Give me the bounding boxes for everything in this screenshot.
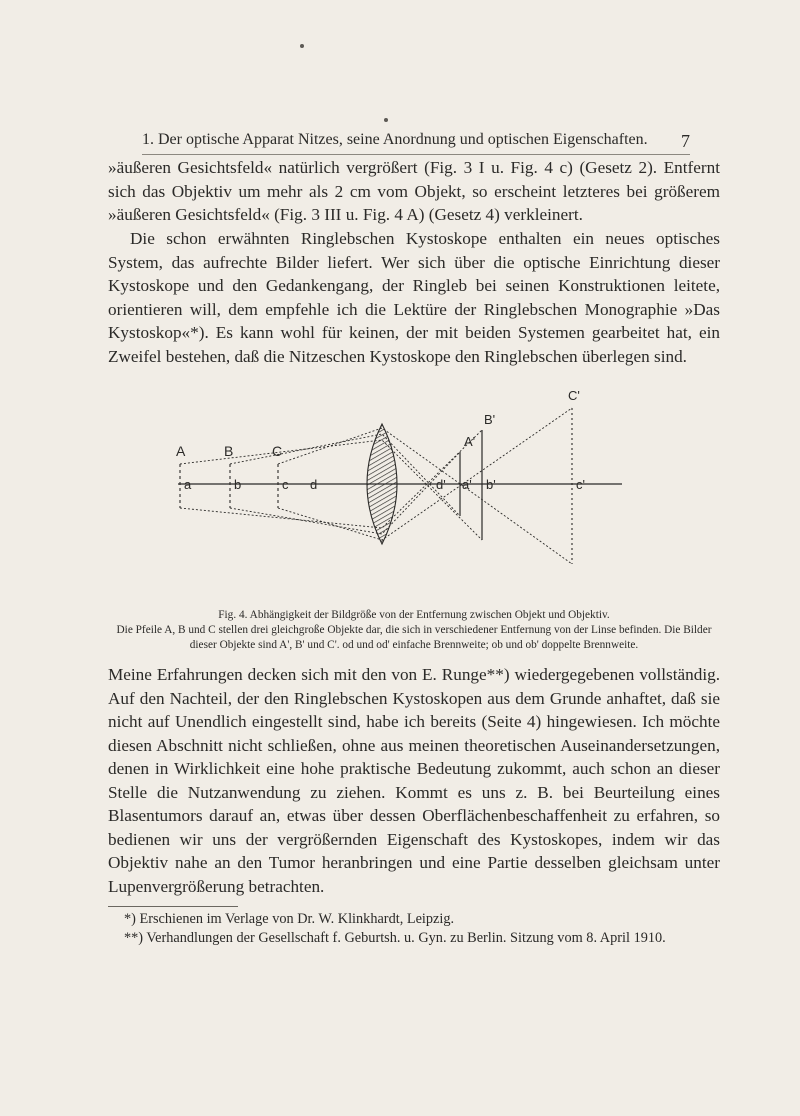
paragraph-3: Meine Erfahrungen decken sich mit den von E. Runge**) wiedergegebenen vollständig. Auf den Nachteil, der den Ringlebschen Kystoskopen aus dem Grunde anhaftet, daß sie nicht auf Unendlich eingestellt sind, habe ich bereits (Seite 4) hingewiesen. Ich möchte diesen Abschnitt nicht schließen, ohne aus meinen theoretischen Auseinandersetzungen, denen in Wirklichkeit eine hohe praktische Bedeutung zukommt, auch schon an dieser Stelle die Nutzanwendung zu ziehen. Kommt es uns z. B. bei Beurteilung eines Blasentumors darauf an, etwas über dessen Oberflächenbeschaffenheit zu erfahren, so bedienen wir uns der vergrößernden Eigenschaft des Kystoskopes, indem wir das Objektiv nahe an den Tumor heranbringen und eine Partie desselben gleichsam unter Lupenvergrößerung betrachten. bbox=[108, 665, 720, 896]
label-A: A bbox=[176, 443, 186, 459]
label-b: b bbox=[234, 477, 242, 492]
label-b-prime: b' bbox=[486, 477, 496, 492]
label-C: C bbox=[272, 443, 283, 459]
label-C-prime: C' bbox=[568, 388, 580, 403]
label-a-prime: a' bbox=[462, 477, 472, 492]
label-c: c bbox=[282, 477, 289, 492]
lens bbox=[367, 424, 397, 544]
paragraph-2: Die schon erwähnten Ringlebschen Kystoskope enthalten ein neues optisches System, das aufrechte Bilder liefert. Wer sich über die optische Einrichtung dieser Kystoskope und den Gedankengang, der Ringleb bei seinen Konstruktionen leitete, orientieren will, dem empfehle ich die Lektüre der Ringlebschen Monographie »Das Kystoskop«*). Es kann wohl für keinen, der mit beiden Systemen gearbeitet hat, ein Zweifel bestehen, daß die Nitzeschen Kystoskope den Ringlebschen überlegen sind. bbox=[108, 229, 720, 366]
figure-caption-title: Fig. 4. Abhängigkeit der Bildgröße von der Entfernung zwischen Objekt und Objektiv. bbox=[218, 609, 610, 621]
label-A-prime: A' bbox=[464, 434, 476, 449]
footnote-2: **) Verhandlungen der Gesellschaft f. Geburtsh. u. Gyn. zu Berlin. Sitzung vom 8. April 1910. bbox=[124, 930, 666, 946]
footnote-1: *) Erschienen im Verlage von Dr. W. Klinkhardt, Leipzig. bbox=[124, 911, 455, 927]
header-title: 1. Der optische Apparat Nitzes, seine Anordnung und optischen Eigenschaften. bbox=[142, 131, 648, 148]
speck-mark bbox=[300, 44, 304, 48]
footnote-rule bbox=[108, 906, 238, 907]
speck-mark bbox=[384, 118, 388, 122]
running-header bbox=[142, 131, 690, 155]
label-a: a bbox=[184, 477, 192, 492]
page-number: 7 bbox=[681, 131, 690, 151]
label-d: d bbox=[310, 477, 318, 492]
figure-caption-text: Die Pfeile A, B und C stellen drei gleichgroße Objekte dar, die sich in verschiedener Entfernung von der Linse befinden. Die Bilder dieser Objekte sind A', B' und C'. od und od' einfache Brennweite; ob und ob' doppelte Brennweite. bbox=[116, 624, 712, 651]
label-B-prime: B' bbox=[484, 412, 496, 427]
label-d-prime: d' bbox=[436, 477, 446, 492]
label-c-prime: c' bbox=[576, 477, 585, 492]
lens-diagram bbox=[160, 378, 640, 608]
label-B: B bbox=[224, 443, 234, 459]
paragraph-1: »äußeren Gesichtsfeld« natürlich vergrößert (Fig. 3 I u. Fig. 4 c) (Gesetz 2). Entfernt sich das Objektiv um mehr als 2 cm vom Objekt, so erscheint letzteres bei größerem »äußeren Gesichtsfeld« (Fig. 3 III u. Fig. 4 A) (Gesetz 4) verkleinert. bbox=[108, 158, 720, 224]
